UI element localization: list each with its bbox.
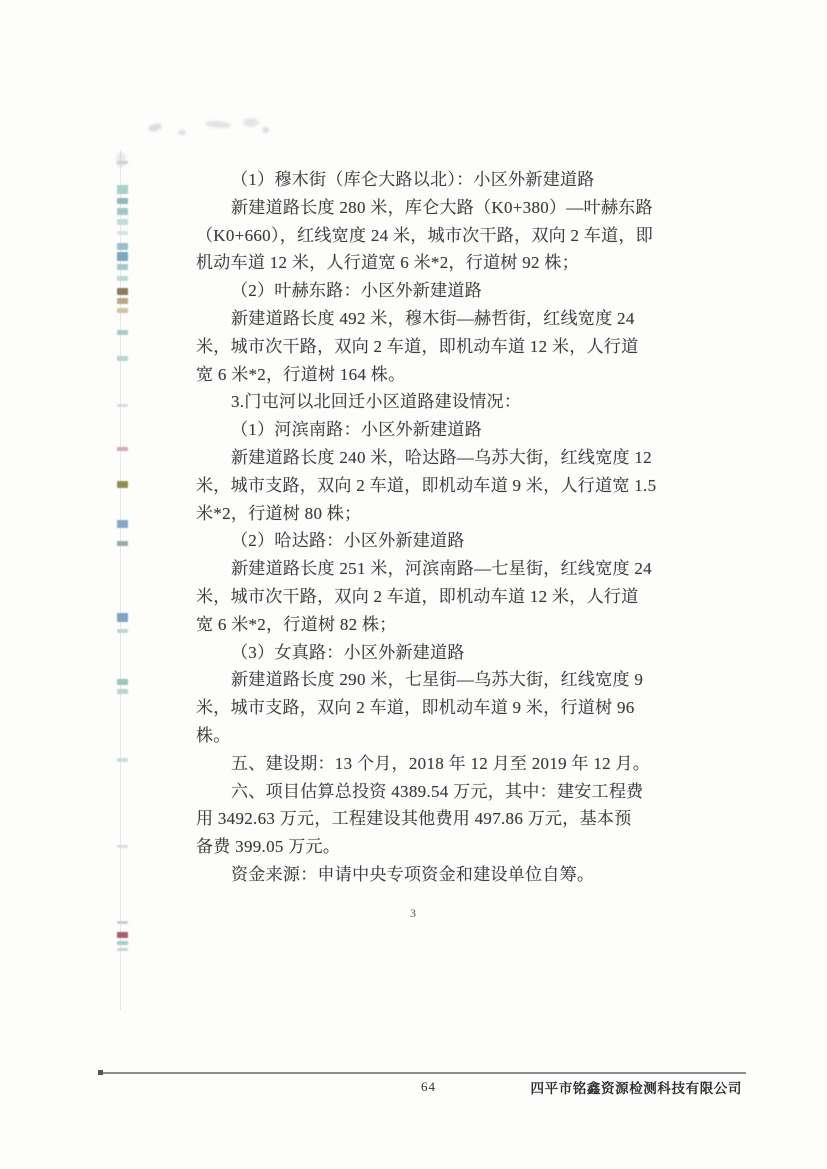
- text-line: 米*2，行道树 80 株；: [196, 503, 362, 523]
- scan-edge-mark: [117, 941, 128, 945]
- text-line: 五、建设期：13 个月，2018 年 12 月至 2019 年 12 月。: [231, 753, 651, 773]
- scan-edge-mark: [117, 948, 128, 951]
- text-line: 米，城市次干路，双向 2 车道，即机动车道 12 米，人行道: [196, 336, 639, 356]
- footer-page-number: 64: [421, 1079, 436, 1094]
- scan-edge-mark: [117, 613, 128, 622]
- scan-edge-mark: [117, 219, 128, 225]
- scan-edge-mark: [117, 758, 128, 762]
- scan-smudge: [147, 122, 162, 132]
- scan-edge-mark: [117, 520, 128, 528]
- inner-page-number: 3: [410, 906, 416, 920]
- text-line: 六、项目估算总投资 4389.54 万元，其中：建安工程费: [231, 781, 644, 801]
- scan-edge-mark: [117, 447, 128, 451]
- text-line: 米，城市支路，双向 2 车道，即机动车道 9 米，人行道宽 1.5: [196, 475, 657, 495]
- text-line: 备费 399.05 万元。: [196, 837, 341, 857]
- scan-smudge: [116, 152, 126, 168]
- text-line: 新建道路长度 492 米，穆木街—赫哲街，红线宽度 24: [231, 308, 635, 328]
- text-line: 宽 6 米*2，行道树 164 株。: [196, 364, 406, 384]
- scan-edge-mark: [117, 243, 128, 250]
- scan-edge-mark: [117, 276, 128, 281]
- scan-edge-mark: [117, 679, 128, 685]
- scan-edge-mark: [117, 629, 128, 633]
- scan-edge-mark: [117, 308, 128, 313]
- scan-edge-mark: [117, 689, 128, 694]
- text-line: （2）哈达路：小区外新建道路: [231, 531, 465, 551]
- footer-company-name: 四平市铭鑫资源检测科技有限公司: [530, 1081, 742, 1096]
- scan-edge-mark: [117, 932, 128, 938]
- text-line: 宽 6 米*2，行道树 82 株；: [196, 614, 397, 634]
- text-line: 用 3492.63 万元，工程建设其他费用 497.86 万元，基本预: [196, 809, 632, 829]
- scan-edge-mark: [117, 161, 128, 164]
- scan-smudge: [262, 127, 269, 133]
- scan-edge-mark: [117, 298, 128, 304]
- text-line: 资金来源：申请中央专项资金和建设单位自筹。: [231, 864, 595, 884]
- text-line: （K0+660），红线宽度 24 米，城市次干路，双向 2 车道，即: [196, 225, 654, 245]
- text-line: 株。: [196, 725, 231, 745]
- scan-edge-mark: [117, 288, 128, 295]
- scan-edge-mark: [117, 330, 128, 335]
- scan-smudge: [178, 130, 186, 135]
- scan-edge-mark: [117, 845, 128, 848]
- scan-smudge: [243, 118, 259, 127]
- text-line: 米，城市支路，双向 2 车道，即机动车道 9 米，行道树 96: [196, 698, 635, 718]
- text-line: 机动车道 12 米，人行道宽 6 米*2，行道树 92 株；: [196, 253, 579, 273]
- scan-edge-mark: [117, 252, 128, 261]
- scan-smudge: [205, 120, 232, 129]
- scan-edge-mark: [117, 356, 128, 361]
- text-line: 新建道路长度 280 米，库仑大路（K0+380）—叶赫东路: [231, 197, 653, 217]
- text-line: 米，城市次干路，双向 2 车道，即机动车道 12 米，人行道: [196, 586, 639, 606]
- text-line: 新建道路长度 251 米，河滨南路—七星街，红线宽度 24: [231, 559, 652, 579]
- text-line: 新建道路长度 290 米，七星街—乌苏大街，红线宽度 9: [231, 670, 644, 690]
- scan-edge-mark: [117, 541, 128, 546]
- text-line: （1）穆木街（库仑大路以北）：小区外新建道路: [231, 170, 595, 189]
- text-line: （1）河滨南路：小区外新建道路: [231, 420, 482, 440]
- text-line: 新建道路长度 240 米，哈达路—乌苏大街，红线宽度 12: [231, 447, 652, 467]
- text-line: （2）叶赫东路：小区外新建道路: [231, 281, 482, 301]
- scan-edge-mark: [117, 185, 128, 194]
- scan-edge-mark: [117, 264, 128, 270]
- scan-edge-mark: [117, 481, 128, 488]
- document-body: [196, 166, 666, 889]
- text-line: （3）女真路：小区外新建道路: [231, 642, 465, 662]
- scan-edge-mark: [117, 231, 128, 235]
- text-line: 3.门屯河以北回迁小区道路建设情况：: [231, 392, 522, 412]
- footer-divider: [100, 1072, 746, 1074]
- scan-edge-mark: [117, 208, 128, 215]
- scan-edge-mark: [117, 404, 128, 407]
- scan-edge-mark: [117, 198, 128, 204]
- scan-edge-mark: [117, 921, 128, 924]
